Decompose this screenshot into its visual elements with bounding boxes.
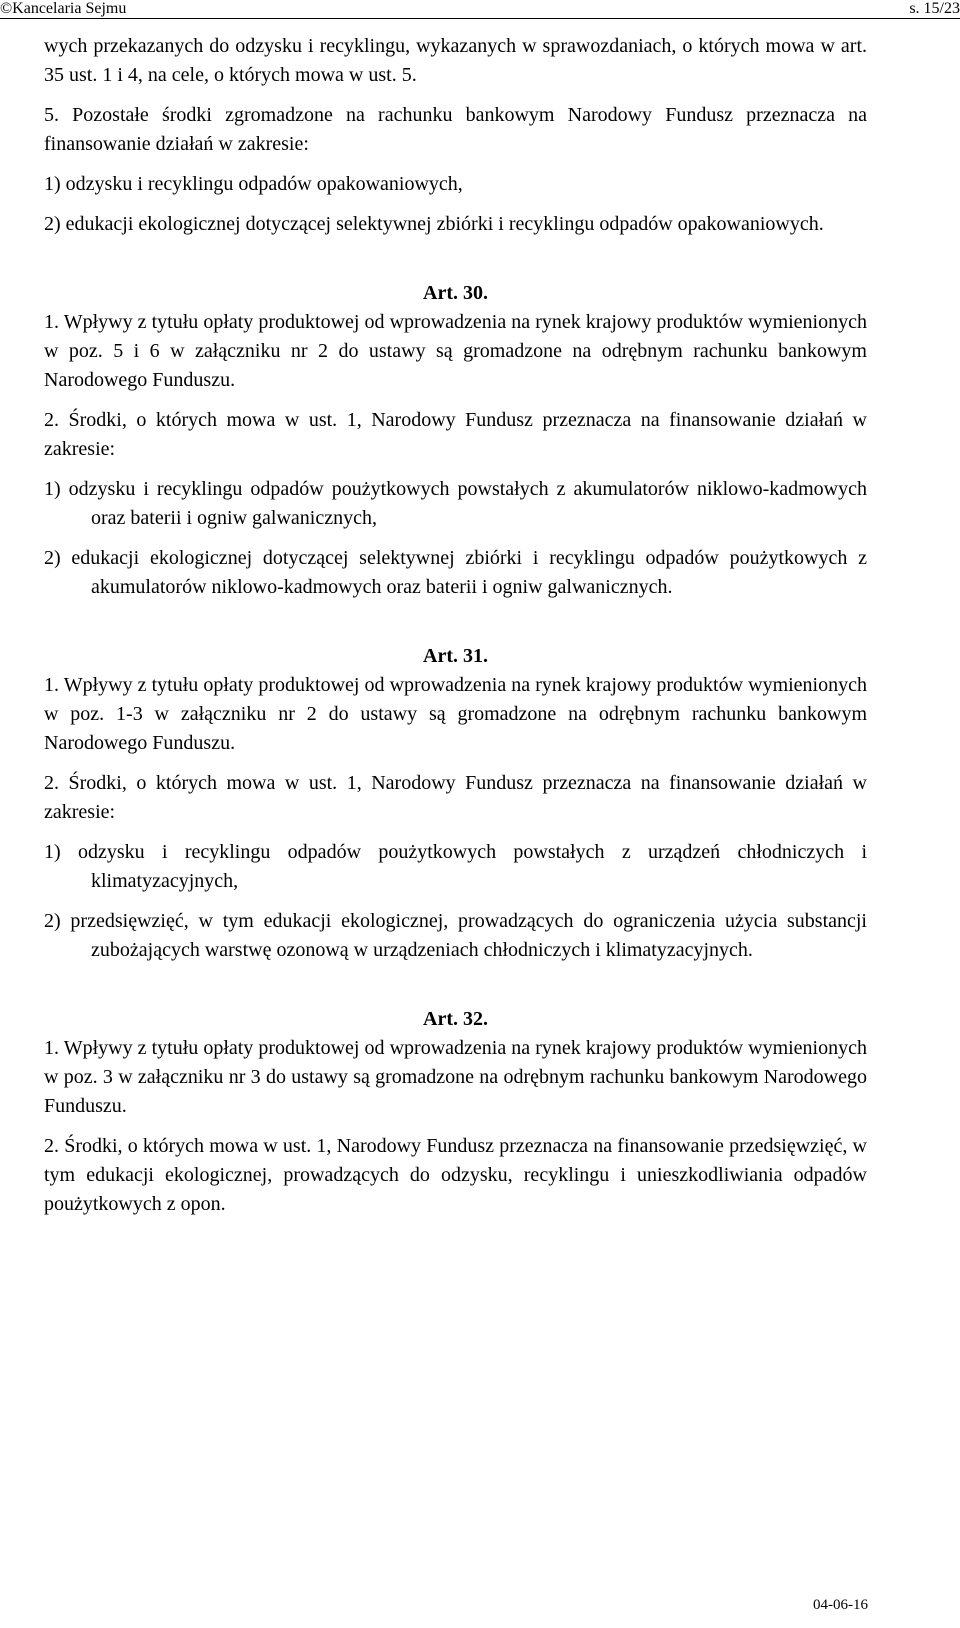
footer-date: 04-06-16 (813, 1597, 868, 1613)
article-31-point-2: 2) przedsięwzięć, w tym edukacji ekologicznej, prowadzących do ograniczenia użycia substancji zubożających warstwę ozonową w urządzeniach chłodniczych i klimatyzacyjnych. (44, 910, 867, 961)
article-30-ust-2: 2. Środki, o których mowa w ust. 1, Narodowy Fundusz przeznacza na finansowanie działań w zakresie: (44, 409, 867, 460)
point-5-1: 1) odzysku i recyklingu odpadów opakowaniowych, (44, 173, 463, 195)
point-5-2: 2) edukacji ekologicznej dotyczącej selektywnej zbiórki i recyklingu odpadów opakowaniowych. (44, 213, 824, 235)
header-rule (0, 18, 960, 19)
article-32-ust-1: 1. Wpływy z tytułu opłaty produktowej od wprowadzenia na rynek krajowy produktów wymienionych w poz. 3 w załączniku nr 3 do ustawy są gromadzone na odrębnym rachunku bankowym Narodowego Funduszu. (44, 1037, 867, 1117)
article-30-point-2: 2) edukacji ekologicznej dotyczącej selektywnej zbiórki i recyklingu odpadów poużytkowych z akumulatorów niklowo-kadmowych oraz baterii i ogniw galwanicznych. (44, 547, 867, 598)
article-32-title: Art. 32. (423, 1008, 488, 1030)
article-30-ust-1: 1. Wpływy z tytułu opłaty produktowej od wprowadzenia na rynek krajowy produktów wymienionych w poz. 5 i 6 w załączniku nr 2 do ustawy są gromadzone na odrębnym rachunku bankowym Narodowego Funduszu. (44, 311, 867, 391)
article-30-point-1: 1) odzysku i recyklingu odpadów poużytkowych powstałych z akumulatorów niklowo-kadmowych oraz baterii i ogniw galwanicznych, (44, 478, 867, 529)
paragraph-5: 5. Pozostałe środki zgromadzone na rachunku bankowym Narodowy Fundusz przeznacza na finansowanie działań w zakresie: (44, 104, 867, 155)
header-publisher: ©Kancelaria Sejmu (0, 0, 127, 17)
article-31-ust-2: 2. Środki, o których mowa w ust. 1, Narodowy Fundusz przeznacza na finansowanie działań w zakresie: (44, 772, 867, 823)
page-header (0, 0, 960, 22)
article-32-ust-2: 2. Środki, o których mowa w ust. 1, Narodowy Fundusz przeznacza na finansowanie przedsięwzięć, w tym edukacji ekologicznej, prowadzących do odzysku, recyklingu i unieszkodliwiania odpadów poużytkowych z opon. (44, 1135, 867, 1215)
header-page-number: s. 15/23 (909, 0, 960, 17)
article-31-title: Art. 31. (423, 645, 488, 667)
article-31-point-1: 1) odzysku i recyklingu odpadów poużytkowych powstałych z urządzeń chłodniczych i klimatyzacyjnych, (44, 841, 867, 892)
document-body (44, 32, 867, 1219)
article-30-title: Art. 30. (423, 282, 488, 304)
continued-paragraph: wych przekazanych do odzysku i recyklingu, wykazanych w sprawozdaniach, o których mowa w art. 35 ust. 1 i 4, na cele, o których mowa w ust. 5. (44, 35, 867, 86)
article-31-ust-1: 1. Wpływy z tytułu opłaty produktowej od wprowadzenia na rynek krajowy produktów wymienionych w poz. 1-3 w załączniku nr 2 do ustawy są gromadzone na odrębnym rachunku bankowym Narodowego Funduszu. (44, 674, 867, 754)
